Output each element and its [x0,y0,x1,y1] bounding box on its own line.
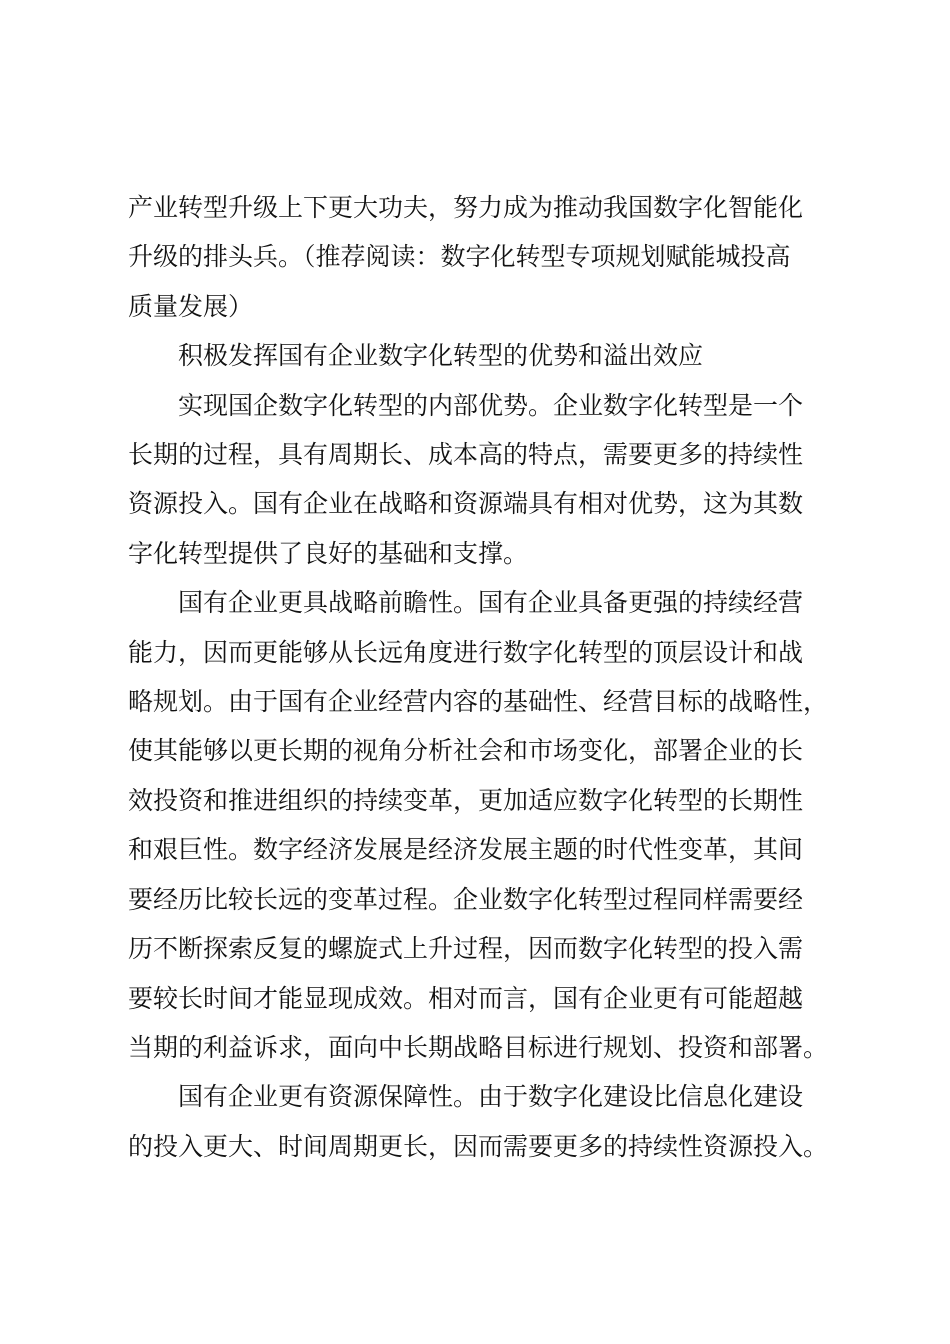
paragraph-internal-advantages: 实现国企数字化转型的内部优势。企业数字化转型是一个 长期的过程，具有周期长、成本高的特点，需要更多的持续性 资源投入。国有企业在战略和资源端具有相对优势，这为其数 字化转型提供了良好的基础和支撑。 [128,390,804,568]
section-heading: 积极发挥国有企业数字化转型的优势和溢出效应 [128,341,704,371]
paragraph-resource-guarantee: 国有企业更有资源保障性。由于数字化建设比信息化建设 的投入更大、时间周期更长，因而需要更多的持续性资源投入。 [128,1082,829,1161]
paragraph-continuation: 产业转型升级上下更大功夫，努力成为推动我国数字化智能化 升级的排头兵。（推荐阅读：数字化转型专项规划赋能城投高 质量发展） [128,193,804,321]
paragraph-strategic-foresight: 国有企业更具战略前瞻性。国有企业具备更强的持续经营 能力，因而更能够从长远角度进行数字化转型的顶层设计和战 略规划。由于国有企业经营内容的基础性、经营目标的战略性， 使其能够以更长期的视角分析社会和市场变化，部署企业的长 效投资和推进组织的持续变革，更加适应数字化转型的长期性 和艰巨性。数字经济发展是经济发展主题的时代性变革，其间 要经历比较长远的变革过程。企业数字化转型过程同样需要经 历不断探索反复的螺旋式上升过程，因而数字化转型的投入需 要较长时间才能显现成效。相对而言，国有企业更有可能超越 当期的利益诉求，面向中长期战略目标进行规划、投资和部署。 [128,588,829,1062]
body-text [128,183,852,1171]
